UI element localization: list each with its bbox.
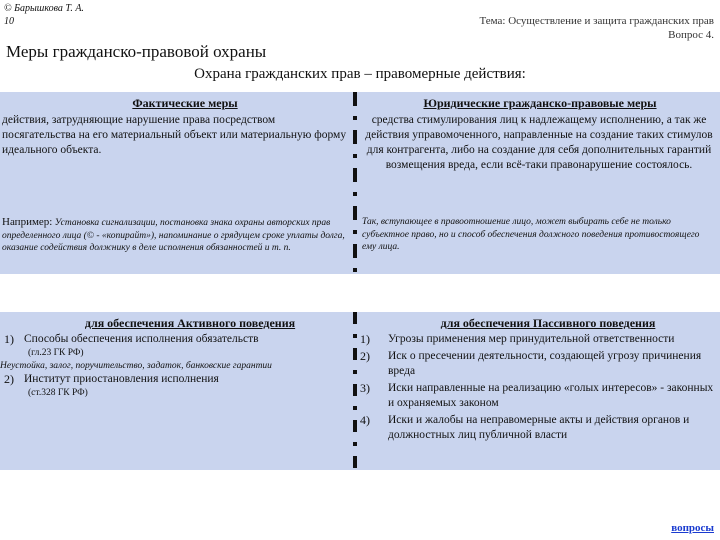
item-ref: (ст.328 ГК РФ) bbox=[28, 388, 88, 398]
example-label: Например: bbox=[2, 216, 53, 228]
passive-heading: для обеспечения Пассивного поведения bbox=[440, 316, 656, 330]
item-text: Иск о пресечении деятельности, создающей угрозу причинения вреда bbox=[388, 350, 702, 377]
topic-title: Тема: Осуществление и защита гражданских прав bbox=[479, 15, 714, 27]
legal-heading: Юридические гражданско-правовые меры bbox=[423, 96, 657, 110]
page-subtitle: Охрана гражданских прав – правомерные действия: bbox=[194, 66, 526, 82]
item-note: Неустойка, залог, поручительство, задаток, банковские гарантии bbox=[0, 360, 272, 371]
factual-example-text: Установка сигнализации, постановка знака охраны авторских прав определенного лица (© - «копирайт»), напоминание о грядущем сроке уплаты долга, оказание содействия должнику в деле исполнения обязанностей и т. п. bbox=[2, 218, 345, 253]
questions-link[interactable]: вопросы bbox=[671, 522, 714, 534]
active-list bbox=[0, 332, 350, 400]
item-text: Способы обеспечения исполнения обязательств bbox=[24, 333, 259, 345]
legal-description: средства стимулирования лиц к надлежащему исполнению, а так же действия управомоченного, направленные на создание таких стимулов для контрагента, либо на создание для себя дополнительных гарантий возмещения вреда, если всё-таки правонарушение состоялось. bbox=[365, 114, 713, 171]
item-number: 2) bbox=[360, 349, 370, 363]
page-title: Меры гражданско-правовой охраны bbox=[6, 42, 267, 61]
author-credit bbox=[4, 2, 84, 28]
column-divider-upper bbox=[353, 92, 357, 274]
item-ref: (гл.23 ГК РФ) bbox=[28, 348, 84, 358]
list-item bbox=[360, 381, 716, 411]
author-name: © Барышкова Т. А. bbox=[4, 3, 84, 14]
column-divider-lower bbox=[353, 312, 357, 470]
list-item bbox=[4, 372, 350, 387]
legal-example: Так, вступающее в правоотношение лицо, может выбирать себе не только субъектное право, но и способ обеспечения должного поведения противостоящего ему лица. bbox=[362, 217, 700, 252]
item-number: 3) bbox=[360, 381, 370, 395]
item-text: Иски направленные на реализацию «голых интересов» - законных и охраняемых законом bbox=[388, 382, 714, 409]
item-text: Угрозы применения мер принудительной ответственности bbox=[388, 333, 675, 345]
item-text: Иски и жалобы на неправомерные акты и действия органов и должностных лиц публичной власти bbox=[388, 414, 690, 441]
item-number: 2) bbox=[4, 372, 14, 386]
active-heading: для обеспечения Активного поведения bbox=[84, 316, 296, 330]
item-number: 4) bbox=[360, 413, 370, 427]
factual-text bbox=[2, 113, 348, 158]
item-number: 1) bbox=[360, 332, 370, 346]
list-item bbox=[360, 332, 716, 347]
factual-example bbox=[2, 216, 350, 255]
list-item bbox=[360, 349, 716, 379]
factual-heading: Фактические меры bbox=[132, 96, 238, 110]
factual-description: действия, затрудняющие нарушение права посредством посягательства на его материальный объект или материальную форму идеального объекта. bbox=[2, 114, 347, 156]
topic-header bbox=[479, 14, 714, 42]
question-number: Вопрос 4. bbox=[668, 29, 714, 41]
list-item bbox=[360, 413, 716, 443]
list-item bbox=[4, 332, 350, 347]
item-number: 1) bbox=[4, 332, 14, 346]
slide-number: 10 bbox=[4, 16, 14, 27]
passive-list bbox=[360, 332, 716, 443]
item-text: Институт приостановления исполнения bbox=[24, 373, 219, 385]
